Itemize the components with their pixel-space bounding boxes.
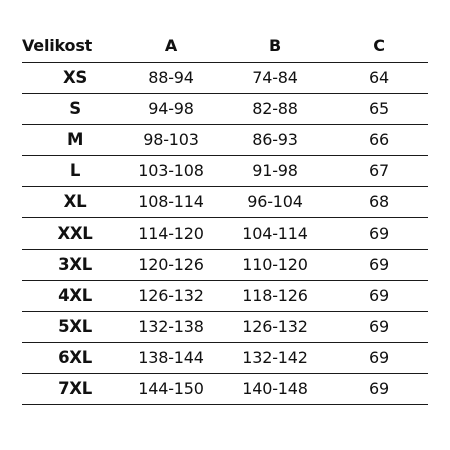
size-chart-table [22, 30, 428, 405]
measure-c: 69 [369, 378, 389, 398]
size-label: 7XL [58, 378, 92, 398]
size-label: XS [62, 67, 88, 87]
table-row [22, 187, 428, 218]
header-a: A [164, 36, 178, 55]
measure-b: 91-98 [252, 161, 298, 181]
size-label: L [69, 161, 81, 181]
size-label: 3XL [58, 254, 92, 274]
table-row [22, 156, 428, 187]
measure-a: 144-150 [138, 378, 204, 398]
measure-a: 88-94 [148, 68, 194, 88]
size-label: 5XL [58, 316, 92, 336]
measure-c: 67 [369, 161, 389, 181]
measure-c: 69 [369, 316, 389, 336]
measure-b: 126-132 [242, 316, 308, 336]
header-b: B [269, 36, 281, 55]
measure-c: 69 [369, 254, 389, 274]
measure-a: 108-114 [138, 192, 204, 212]
measure-a: 132-138 [138, 316, 204, 336]
measure-c: 65 [369, 99, 389, 119]
size-label: 6XL [58, 347, 92, 367]
measure-b: 132-142 [242, 347, 308, 367]
measure-a: 126-132 [138, 285, 204, 305]
size-label: M [66, 129, 84, 149]
measure-a: 114-120 [138, 223, 204, 243]
table-row [22, 281, 428, 312]
header-size: Velikost [22, 36, 93, 55]
size-label: 4XL [58, 285, 92, 305]
table-header-row [22, 30, 428, 63]
table-row [22, 312, 428, 343]
size-label: XXL [57, 223, 93, 243]
header-c: C [373, 36, 385, 55]
size-label: XL [63, 192, 87, 212]
measure-c: 66 [369, 130, 389, 150]
table-row [22, 94, 428, 125]
table-row [22, 218, 428, 249]
table-row [22, 63, 428, 94]
measure-a: 120-126 [138, 254, 204, 274]
measure-b: 82-88 [252, 99, 298, 119]
measure-c: 69 [369, 347, 389, 367]
table-row [22, 250, 428, 281]
table-row [22, 374, 428, 405]
measure-b: 96-104 [247, 192, 303, 212]
measure-b: 104-114 [242, 223, 308, 243]
measure-b: 118-126 [242, 285, 308, 305]
measure-b: 140-148 [242, 378, 308, 398]
measure-c: 68 [369, 192, 389, 212]
table-row [22, 125, 428, 156]
measure-c: 69 [369, 285, 389, 305]
measure-a: 98-103 [143, 130, 199, 150]
table-row [22, 343, 428, 374]
measure-b: 74-84 [252, 68, 298, 88]
measure-a: 103-108 [138, 161, 204, 181]
measure-c: 69 [369, 223, 389, 243]
measure-a: 138-144 [138, 347, 204, 367]
measure-b: 86-93 [252, 130, 298, 150]
measure-b: 110-120 [242, 254, 308, 274]
measure-a: 94-98 [148, 99, 194, 119]
size-label: S [69, 98, 81, 118]
measure-c: 64 [369, 68, 389, 88]
